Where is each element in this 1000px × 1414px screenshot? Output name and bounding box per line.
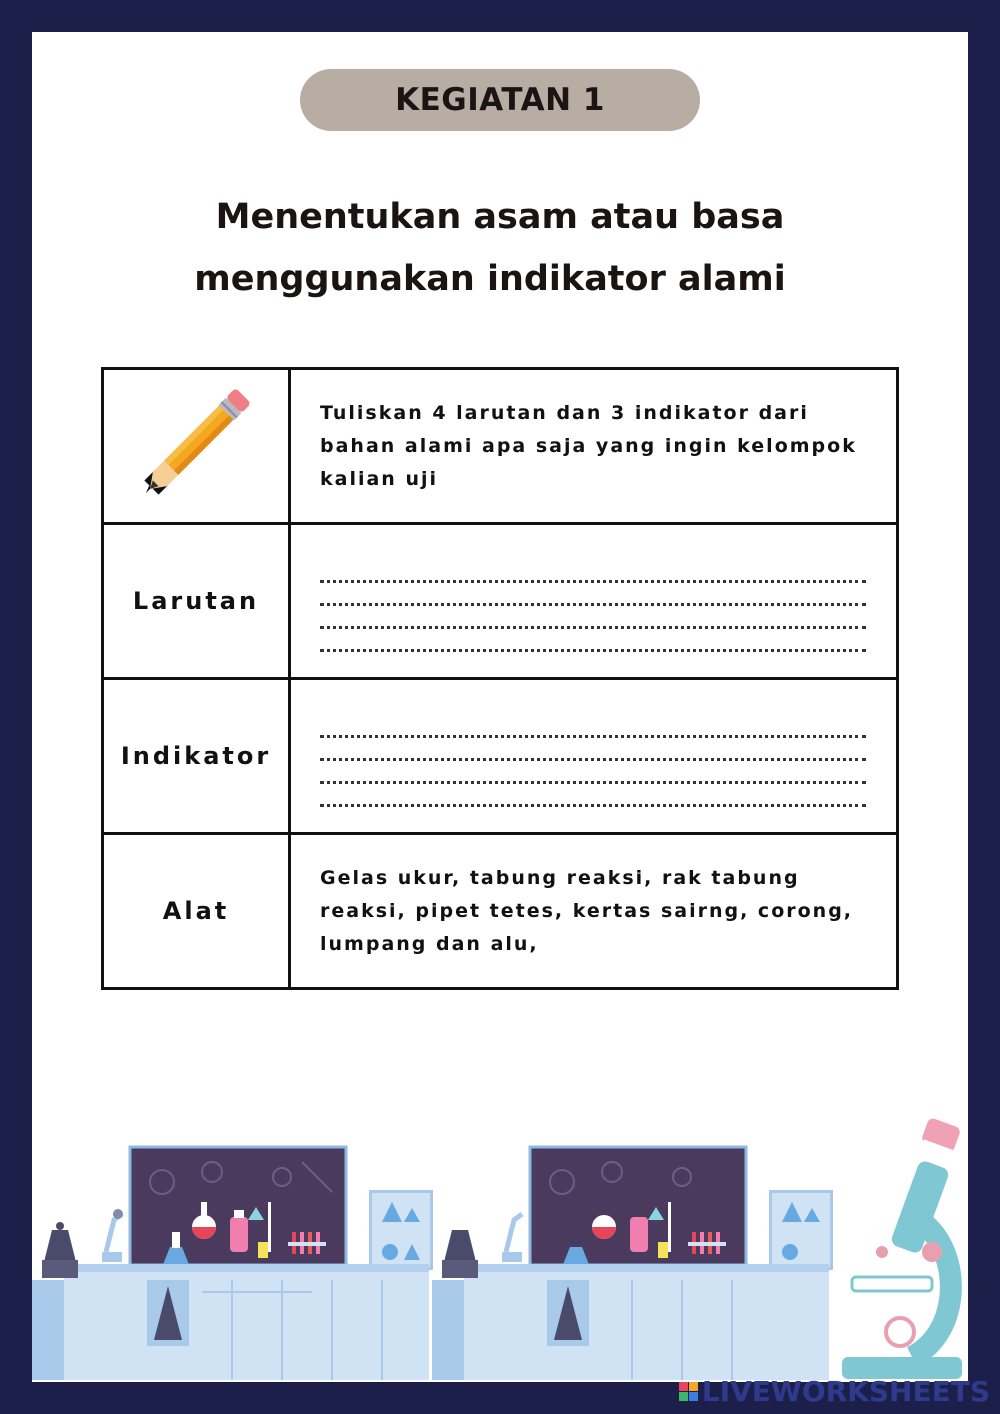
indikator-label: Indikator [103, 679, 290, 834]
activity-badge-label: KEGIATAN 1 [395, 82, 605, 118]
page-title-line2: menggunakan indikator alami [194, 259, 786, 299]
larutan-answer-area [290, 524, 898, 679]
watermark-text: LIVEWORKSHEETS [701, 1375, 990, 1408]
pencil-icon [131, 378, 261, 508]
laboratory-illustration [32, 1102, 968, 1382]
worksheet-page [32, 32, 968, 1382]
table-row-instruction [103, 369, 898, 524]
watermark [679, 1375, 990, 1408]
instruction-text-line1: Tuliskan 4 larutan dan 3 indikator dari [320, 401, 809, 424]
instruction-cell [290, 369, 898, 524]
alat-label: Alat [103, 834, 290, 989]
alat-text-line2: reaksi, pipet tetes, kertas sairng, corong, [320, 899, 854, 922]
larutan-label: Larutan [103, 524, 290, 679]
table-row-indikator [103, 679, 898, 834]
worksheet-table [101, 367, 899, 990]
microscope-icon [842, 1117, 962, 1379]
instruction-text-line2: bahan alami apa saja yang ingin kelompok [320, 434, 857, 457]
larutan-answer-line[interactable] [320, 619, 866, 652]
liveworksheets-logo-icon [679, 1382, 698, 1401]
alat-text-line3: lumpang dan alu, [320, 932, 539, 955]
indikator-answer-line[interactable] [320, 774, 866, 807]
page-title-line1: Menentukan asam atau basa [215, 197, 785, 237]
pencil-cell [103, 369, 290, 524]
alat-cell [290, 834, 898, 989]
lab-set-right [432, 1147, 833, 1380]
activity-badge [300, 69, 700, 131]
indikator-answer-area [290, 679, 898, 834]
table-row-alat [103, 834, 898, 989]
instruction-text-line3: kalian uji [320, 467, 438, 490]
lab-set-left [32, 1147, 433, 1380]
table-row-larutan [103, 524, 898, 679]
alat-text-line1: Gelas ukur, tabung reaksi, rak tabung [320, 866, 800, 889]
